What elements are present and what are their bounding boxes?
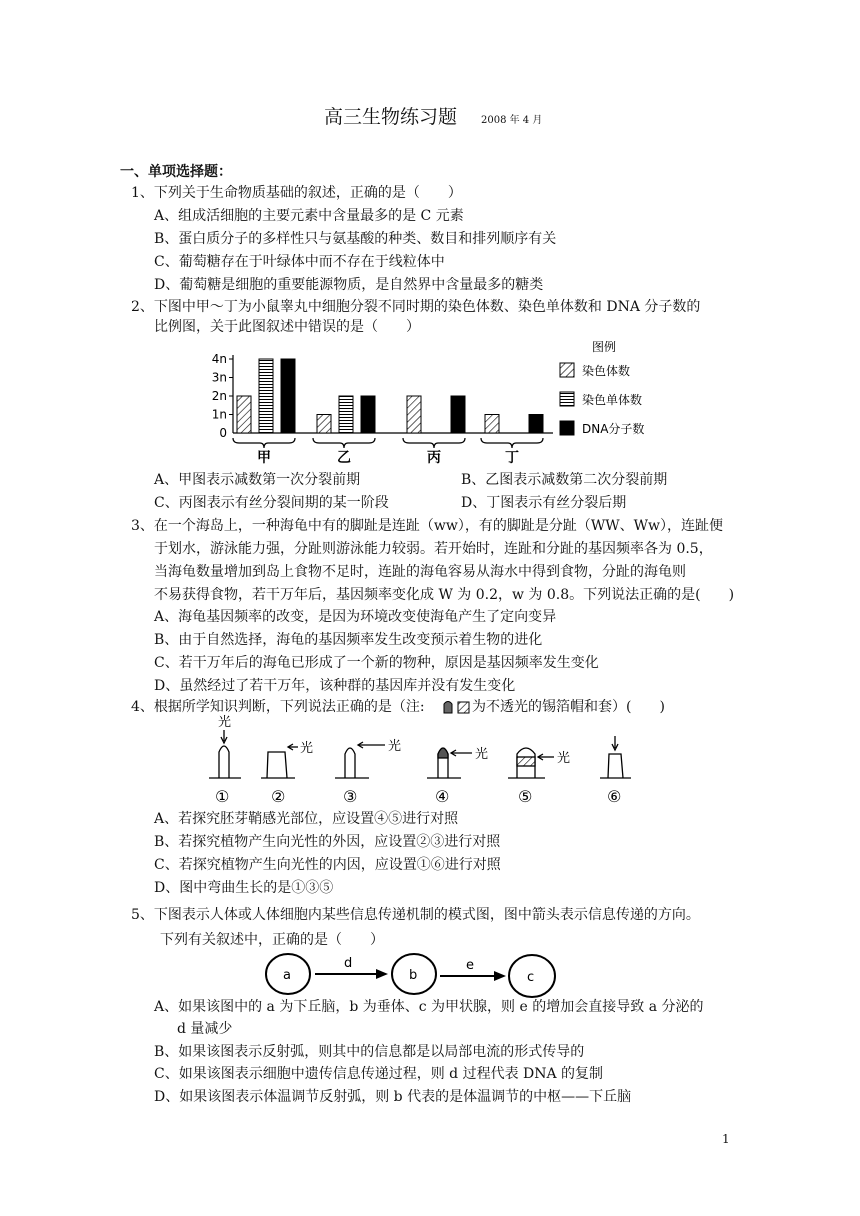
light-label: 光 <box>475 747 489 762</box>
figure-label-5: ⑤ <box>518 787 533 806</box>
y-tick-label: 2n <box>211 389 227 403</box>
q2-bar-chart <box>190 335 680 465</box>
category-label: 丁 <box>505 450 519 465</box>
q4-option-d: D、图中弯曲生长的是①③⑤ <box>154 880 334 896</box>
bar-丙-DNA分子数 <box>451 396 465 433</box>
section-heading: 一、单项选择题： <box>120 164 232 180</box>
q5-option-d: D、如果该图表示体温调节反射弧，则 b 代表的是体温调节的中枢——下丘脑 <box>154 1089 632 1105</box>
y-tick-label: 0 <box>219 426 227 440</box>
arrow-label-d: d <box>344 956 353 971</box>
q5-option-a-line2: d 量减少 <box>177 1021 233 1037</box>
q4-option-a: A、若探究胚芽鞘感光部位，应设置④⑤进行对照 <box>154 811 459 827</box>
q5-stem-line2: 下列有关叙述中，正确的是（ ） <box>160 932 384 948</box>
q5-option-c: C、如果该图表示细胞中遗传信息传递过程，则 d 过程代表 DNA 的复制 <box>154 1066 604 1082</box>
q3-stem-line3: 当海龟数量增加到岛上食物不足时，连趾的海龟容易从海水中得到食物，分趾的海龟则 <box>154 564 686 580</box>
arrow-label-e: e <box>466 958 474 973</box>
figure-label-3: ③ <box>343 787 358 806</box>
legend-label: 染色体数 <box>582 364 631 378</box>
q3-option-d: D、虽然经过了若干万年，该种群的基因库并没有发生变化 <box>154 678 516 694</box>
category-brace <box>233 438 295 448</box>
bar-甲-染色体数 <box>237 396 251 433</box>
q3-stem-line2: 于划水，游泳能力强，分趾则游泳能力较弱。若开始时，连趾和分趾的基因频率各为 0.5， <box>154 541 713 557</box>
y-tick-label: 4n <box>211 352 227 366</box>
legend-label: 染色单体数 <box>582 393 643 407</box>
q3-stem-line4: 不易获得食物，若干万年后，基因频率变化成 W 为 0.2，w 为 0.8。下列说法正确的是( ) <box>154 587 735 603</box>
page-number: 1 <box>722 1132 730 1146</box>
bar-丙-染色体数 <box>407 396 421 433</box>
q4-stem-part2: 为不透光的锡箔帽和套）( ) <box>472 699 665 715</box>
page-date: 2008 年 4 月 <box>481 115 543 126</box>
q1-option-c: C、葡萄糖存在于叶绿体中而不存在于线粒体中 <box>154 254 445 270</box>
bar-甲-DNA分子数 <box>281 359 295 433</box>
q5-signal-diagram <box>262 950 562 1004</box>
page-title: 高三生物练习题 <box>324 106 458 128</box>
q4-coleoptile-figure <box>195 712 645 808</box>
y-tick-label: 1n <box>211 407 227 422</box>
legend-title: 图例 <box>592 340 617 354</box>
bar-乙-染色体数 <box>317 415 331 434</box>
category-label: 乙 <box>337 450 351 465</box>
bar-丁-DNA分子数 <box>529 415 543 434</box>
node-c: c <box>527 970 535 985</box>
light-label: 光 <box>300 741 314 756</box>
q4-option-c: C、若探究植物产生向光性的内因，应设置①⑥进行对照 <box>154 857 501 873</box>
y-tick-label: 3n <box>211 370 227 385</box>
node-a: a <box>283 968 291 983</box>
q4-stem-part1: 4、根据所学知识判断，下列说法正确的是（注: <box>131 699 425 715</box>
q1-option-a: A、组成活细胞的主要元素中含量最多的是 C 元素 <box>154 208 464 224</box>
node-b: b <box>409 968 418 983</box>
q2-stem-line1: 2、下图中甲～丁为小鼠睾丸中细胞分裂不同时期的染色体数、染色单体数和 DNA 分子数的 <box>131 299 701 315</box>
q3-option-c: C、若干万年后的海龟已形成了一个新的物种，原因是基因频率发生变化 <box>154 655 599 671</box>
figure-label-4: ④ <box>435 787 450 806</box>
bar-乙-DNA分子数 <box>361 396 375 433</box>
figure-label-6: ⑥ <box>607 787 622 806</box>
figure-label-2: ② <box>271 787 286 806</box>
legend-swatch <box>560 363 574 377</box>
figure-label-1: ① <box>215 787 230 806</box>
q3-option-b: B、由于自然选择，海龟的基因频率发生改变预示着生物的进化 <box>154 632 543 648</box>
q2-stem-line2: 比例图，关于此图叙述中错误的是（ ） <box>154 319 420 335</box>
category-label: 甲 <box>257 450 271 465</box>
q1-stem: 1、下列关于生命物质基础的叙述，正确的是（ ） <box>131 185 462 201</box>
legend-swatch <box>560 421 574 435</box>
light-label: 光 <box>388 739 402 754</box>
q2-option-d: D、丁图表示有丝分裂后期 <box>461 495 627 511</box>
q3-stem-line1: 3、在一个海岛上，一种海龟中有的脚趾是连趾（ww），有的脚趾是分趾（WW、Ww），连趾便 <box>131 518 724 534</box>
q5-option-b: B、如果该图表示反射弧，则其中的信息都是以局部电流的形式传导的 <box>154 1044 585 1060</box>
category-brace <box>403 438 465 448</box>
bar-甲-染色单体数 <box>259 359 273 433</box>
q4-option-b: B、若探究植物产生向光性的外因，应设置②③进行对照 <box>154 834 501 850</box>
q5-option-a-line1: A、如果该图中的 a 为下丘脑，b 为垂体、c 为甲状腺，则 e 的增加会直接导致 a 分泌的 <box>154 999 704 1015</box>
category-label: 丙 <box>427 450 441 465</box>
q2-option-b: B、乙图表示减数第二次分裂前期 <box>461 472 668 488</box>
bar-乙-染色单体数 <box>339 396 353 433</box>
q2-option-a: A、甲图表示减数第一次分裂前期 <box>154 472 361 488</box>
q1-option-d: D、葡萄糖是细胞的重要能源物质，是自然界中含量最多的糖类 <box>154 277 544 293</box>
category-brace <box>481 438 543 448</box>
q1-option-b: B、蛋白质分子的多样性只与氨基酸的种类、数目和排列顺序有关 <box>154 231 557 247</box>
q3-option-a: A、海龟基因频率的改变，是因为环境改变使海龟产生了定向变异 <box>154 609 557 625</box>
light-label: 光 <box>557 751 571 766</box>
category-brace <box>313 438 375 448</box>
legend-swatch <box>560 392 574 406</box>
q2-option-c: C、丙图表示有丝分裂间期的某一阶段 <box>154 495 389 511</box>
bar-丁-染色体数 <box>485 415 499 434</box>
q5-stem-line1: 5、下图表示人体或人体细胞内某些信息传递机制的模式图，图中箭头表示信息传递的方向。 <box>131 907 700 923</box>
legend-label: DNA分子数 <box>582 422 645 436</box>
light-label: 光 <box>218 715 232 730</box>
